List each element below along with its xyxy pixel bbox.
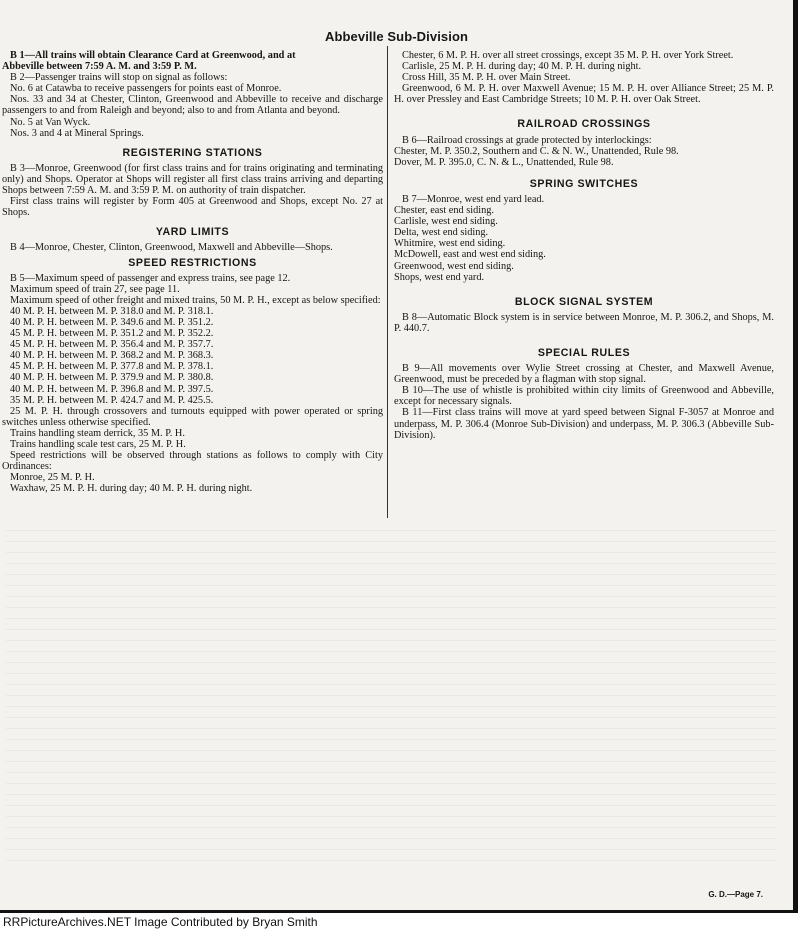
- freight-max-speed: Maximum speed of other freight and mixed trains, 50 M. P. H., except as below specified:: [10, 294, 381, 306]
- carlisle-speed: Carlisle, 25 M. P. H. during day; 40 M. P. H. during night.: [402, 61, 642, 73]
- monroe-speed: Monroe, 25 M. P. H.: [10, 472, 95, 484]
- train-27-speed: Maximum speed of train 27, see page 11.: [10, 283, 180, 295]
- b8-block-system: B 8—Automatic Block system is in service between Monroe, M. P. 306.2, and Shops, M. P. 440.7.: [394, 311, 774, 334]
- b4-yard-limits: B 4—Monroe, Chester, Clinton, Greenwood, Maxwell and Abbeville—Shops.: [10, 242, 333, 254]
- nos-33-34-stop: Nos. 33 and 34 at Chester, Clinton, Greenwood and Abbeville to receive and discharge passengers to and from Raleigh and beyond; also to and from Atlanta and beyond.: [2, 94, 383, 117]
- b6-crossings: B 6—Railroad crossings at grade protected by interlockings:: [402, 134, 652, 146]
- spring-switch-line: Shops, west end yard.: [394, 271, 485, 283]
- speed-limit-line: 40 M. P. H. between M. P. 349.6 and M. P. 351.2.: [10, 316, 214, 328]
- registering-stations-heading: REGISTERING STATIONS: [122, 146, 263, 159]
- b9-wylie-street: B 9—All movements over Wylie Street crossing at Chester, and Maxwell Avenue, Greenwood, must be preceded by a flagman with stop signal.: [394, 363, 774, 386]
- chester-speed: Chester, 6 M. P. H. over all street crossings, except 35 M. P. H. over York Street.: [402, 50, 734, 61]
- left-column: [2, 50, 383, 494]
- crossover-speed: 25 M. P. H. through crossovers and turnouts equipped with power operated or spring switches unless otherwise specified.: [2, 405, 383, 428]
- form-405-register: First class trains will register by Form 405 at Greenwood and Shops, except No. 27 at Shops.: [2, 196, 383, 219]
- waxhaw-speed: Waxhaw, 25 M. P. H. during day; 40 M. P. H. during night.: [10, 483, 253, 495]
- b3-registering: B 3—Monroe, Greenwood (for first class trains and for trains originating and terminating only) and Shops. Operator at Shops will register all first class trains arriving and departing Shops between 7:59 A. M. and 3:59 P. M. on authority of train dispatcher.: [2, 162, 383, 197]
- b10-whistle: B 10—The use of whistle is prohibited within city limits of Greenwood and Abbeville, except for necessary signals.: [394, 385, 774, 408]
- b1-clearance-line2: Abbeville between 7:59 A. M. and 3:59 P. M.: [2, 61, 197, 73]
- yard-limits-heading: YARD LIMITS: [155, 226, 230, 239]
- speed-limit-list: [2, 306, 383, 406]
- block-signal-heading: BLOCK SIGNAL SYSTEM: [514, 295, 654, 308]
- page-title: Abbeville Sub-Division: [324, 29, 469, 44]
- b5-max-speed: B 5—Maximum speed of passenger and express trains, see page 12.: [10, 272, 291, 284]
- spring-switch-line: Chester, east end siding.: [394, 205, 494, 217]
- speed-limit-line: 40 M. P. H. between M. P. 368.2 and M. P. 368.3.: [10, 350, 214, 362]
- speed-limit-line: 40 M. P. H. between M. P. 379.9 and M. P. 380.8.: [10, 372, 214, 384]
- speed-limit-line: 40 M. P. H. between M. P. 396.8 and M. P. 397.5.: [10, 383, 214, 395]
- catawba-stop: No. 6 at Catawba to receive passengers for points east of Monroe.: [10, 83, 282, 95]
- speed-restrictions-heading: SPEED RESTRICTIONS: [128, 256, 257, 269]
- railroad-crossings-heading: RAILROAD CROSSINGS: [517, 118, 651, 131]
- scale-test-speed: Trains handling scale test cars, 25 M. P. H.: [10, 439, 186, 450]
- image-credit: RRPictureArchives.NET Image Contributed by Bryan Smith: [3, 915, 318, 929]
- dover-crossing: Dover, M. P. 395.0, C. N. & L., Unattended, Rule 98.: [394, 156, 614, 168]
- spring-switch-list: [394, 205, 774, 283]
- b7-monroe-switch: B 7—Monroe, west end yard lead.: [402, 193, 545, 205]
- right-column: [394, 50, 774, 441]
- speed-limit-line: 45 M. P. H. between M. P. 377.8 and M. P. 378.1.: [10, 361, 214, 373]
- spring-switch-line: Delta, west end siding.: [394, 227, 489, 239]
- speed-limit-line: 45 M. P. H. between M. P. 356.4 and M. P. 357.7.: [10, 339, 214, 351]
- spring-switch-line: Greenwood, west end siding.: [394, 260, 514, 272]
- column-divider: [387, 46, 388, 518]
- spring-switch-line: Whitmire, west end siding.: [394, 238, 506, 250]
- page-number: G. D.—Page 7.: [708, 890, 763, 899]
- bleed-through-area: [6, 530, 776, 870]
- speed-limit-line: 35 M. P. H. between M. P. 424.7 and M. P. 425.5.: [10, 394, 214, 406]
- mineral-springs-stop: Nos. 3 and 4 at Mineral Springs.: [10, 127, 144, 139]
- speed-limit-line: 45 M. P. H. between M. P. 351.2 and M. P. 352.2.: [10, 328, 214, 340]
- spring-switches-heading: SPRING SWITCHES: [529, 177, 639, 190]
- b2-passenger-stop: B 2—Passenger trains will stop on signal as follows:: [10, 72, 228, 84]
- city-ordinance-note: Speed restrictions will be observed through stations as follows to comply with City Ordinances:: [2, 450, 383, 473]
- b1-clearance-line1: B 1—All trains will obtain Clearance Card at Greenwood, and at: [10, 50, 296, 61]
- special-rules-heading: SPECIAL RULES: [537, 346, 631, 359]
- steam-derrick-speed: Trains handling steam derrick, 35 M. P. H.: [10, 427, 185, 439]
- van-wyck-stop: No. 5 at Van Wyck.: [10, 116, 91, 128]
- b11-yard-speed: B 11—First class trains will move at yard speed between Signal F-3057 at Monroe and underpass, M. P. 306.4 (Monroe Sub-Division) and underpass, M. P. 306.3 (Abbeville Sub-Division).: [394, 407, 774, 441]
- chester-crossing: Chester, M. P. 350.2, Southern and C. & N. W., Unattended, Rule 98.: [394, 145, 679, 157]
- cross-hill-speed: Cross Hill, 35 M. P. H. over Main Street.: [402, 72, 571, 84]
- speed-limit-line: 40 M. P. H. between M. P. 318.0 and M. P. 318.1.: [10, 305, 214, 317]
- spring-switch-line: McDowell, east and west end siding.: [394, 249, 546, 261]
- greenwood-speed: Greenwood, 6 M. P. H. over Maxwell Avenue; 15 M. P. H. over Alliance Street; 25 M. P. H. over Pressley and East Cambridge Streets; 10 M. P. H. over Oak Street.: [394, 83, 774, 106]
- spring-switch-line: Carlisle, west end siding.: [394, 216, 498, 228]
